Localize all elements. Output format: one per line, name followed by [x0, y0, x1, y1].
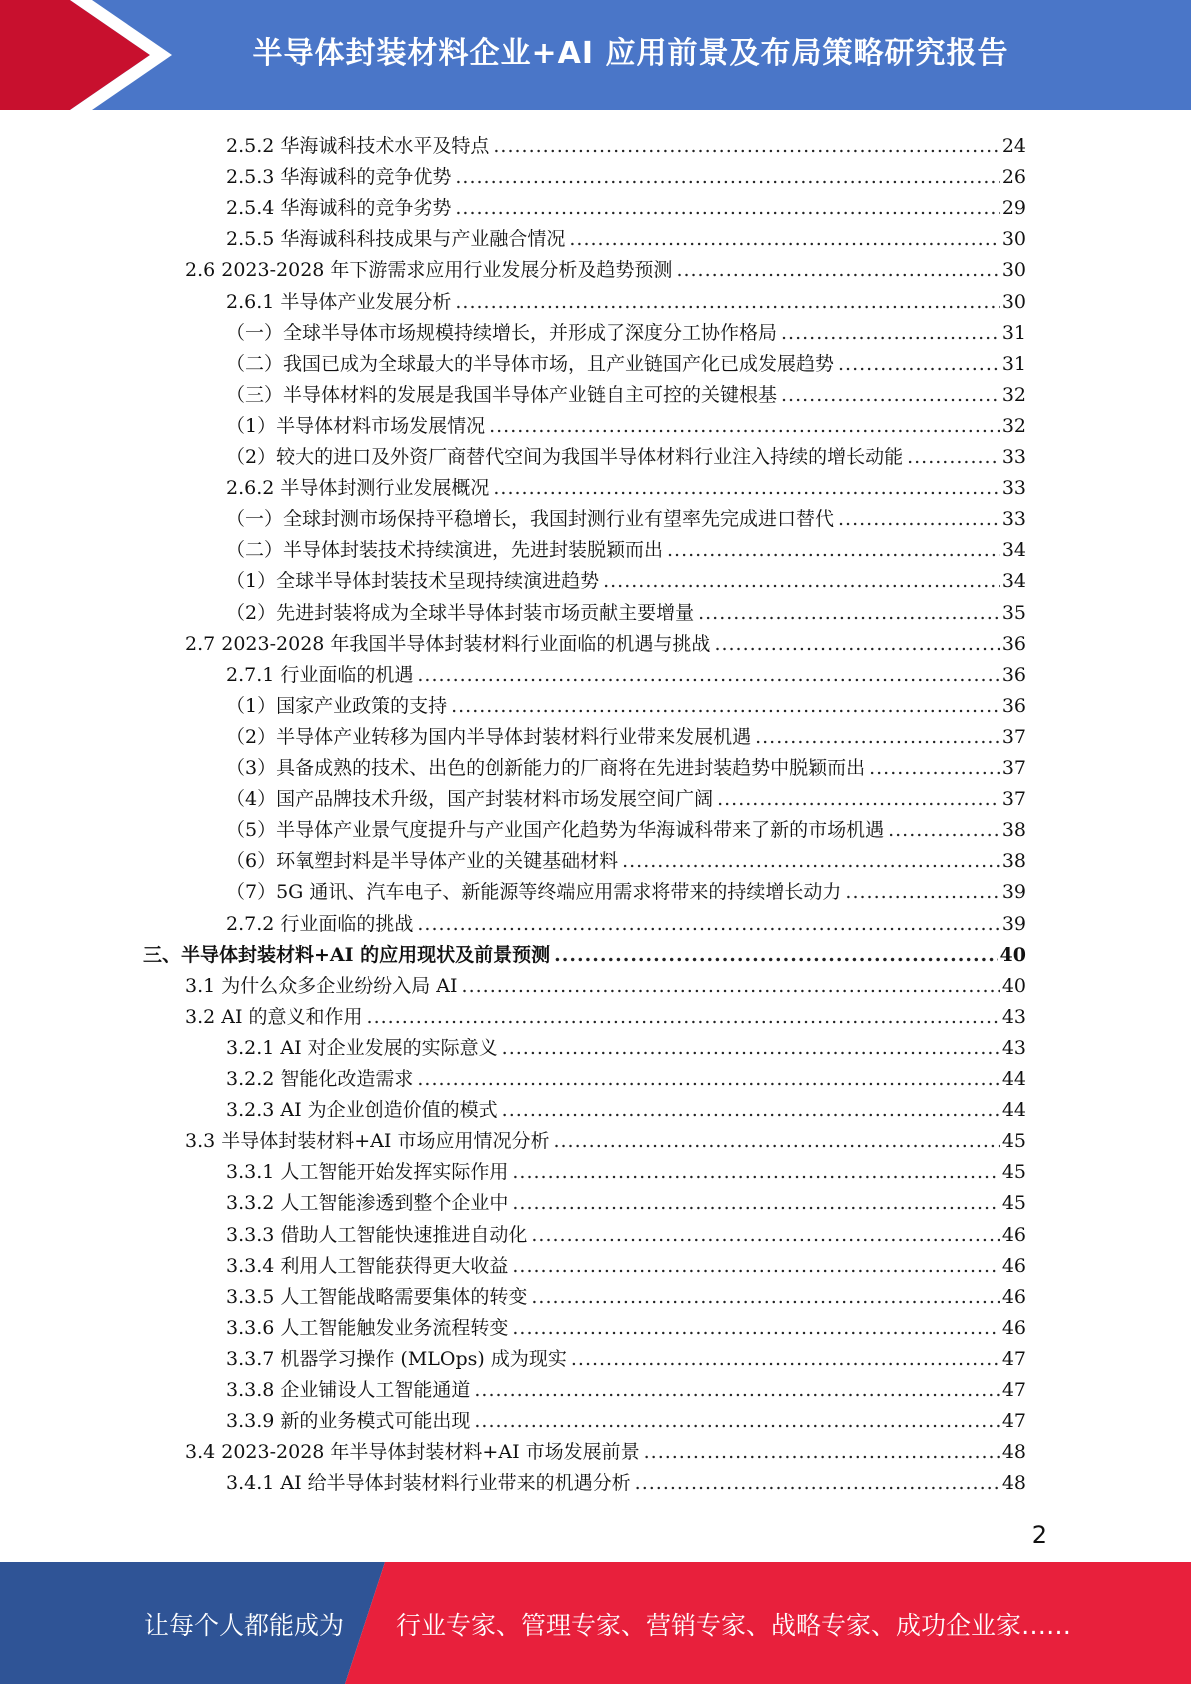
toc-entry-label: （2）较大的进口及外资厂商替代空间为我国半导体材料行业注入持续的增长动能 [226, 446, 904, 468]
toc-entry-label: 2.7 2023-2028 年我国半导体封装材料行业面临的机遇与挑战 [185, 632, 711, 655]
toc-leader-dots [717, 787, 1000, 811]
toc-entry[interactable] [226, 531, 1026, 562]
toc-leader-dots [554, 943, 997, 967]
page-footer [0, 1562, 1191, 1684]
toc-entry-page: 31 [1001, 352, 1026, 375]
toc-leader-dots [907, 445, 1000, 469]
toc-entry-page: 47 [1001, 1379, 1026, 1401]
toc-entry-label: 3.2 AI 的意义和作用 [185, 1005, 363, 1028]
toc-leader-dots [635, 1471, 1000, 1495]
toc-leader-dots [489, 414, 1000, 438]
toc-entry-label: 2.6.2 半导体封测行业发展概况 [226, 477, 490, 500]
toc-entry[interactable] [226, 687, 1026, 718]
toc-entry-page: 46 [1001, 1316, 1026, 1339]
toc-leader-dots [644, 1440, 1000, 1464]
toc-leader-dots [781, 383, 1000, 407]
toc-entry[interactable] [185, 967, 1026, 998]
toc-entry-label: 2.5.2 华海诚科技术水平及特点 [226, 135, 490, 157]
toc-leader-dots [781, 321, 1000, 345]
toc-entry-page: 33 [1001, 508, 1026, 531]
toc-entry[interactable] [185, 1122, 1026, 1153]
toc-entry-page: 40 [999, 943, 1026, 966]
toc-entry-page: 47 [1001, 1410, 1026, 1433]
toc-entry[interactable] [226, 220, 1026, 251]
toc-entry[interactable] [226, 562, 1026, 593]
toc-entry-label: 3.3.7 机器学习操作 (MLOps) 成为现实 [226, 1347, 567, 1370]
toc-entry[interactable] [226, 1340, 1026, 1371]
toc-entry-label: （一）全球封测市场保持平稳增长，我国封测行业有望率先完成进口替代 [226, 508, 835, 531]
toc-entry-page: 48 [1001, 1472, 1026, 1495]
toc-entry[interactable] [226, 811, 1026, 842]
toc-entry-label: 3.3.9 新的业务模式可能出现 [226, 1410, 471, 1433]
toc-entry-label: 3.3.4 利用人工智能获得更大收益 [226, 1254, 509, 1277]
toc-entry-page: 30 [1001, 290, 1026, 313]
toc-entry[interactable] [226, 1278, 1026, 1309]
toc-entry[interactable] [226, 873, 1026, 904]
toc-entry-page: 31 [1001, 321, 1026, 344]
toc-leader-dots [455, 290, 999, 314]
toc-leader-dots [603, 569, 1000, 593]
toc-leader-dots [455, 196, 999, 220]
toc-leader-dots [676, 258, 999, 282]
toc-entry-label: 3.4.1 AI 给半导体封装材料行业带来的机遇分析 [226, 1472, 631, 1495]
toc-entry-page: 48 [1001, 1441, 1026, 1464]
toc-entry-label: 3.3 半导体封装材料+AI 市场应用情况分析 [185, 1130, 550, 1153]
toc-entry-label: （一）全球半导体市场规模持续增长，并形成了深度分工协作格局 [226, 321, 778, 344]
toc-entry-page: 45 [1001, 1161, 1026, 1184]
toc-entry[interactable] [226, 469, 1026, 500]
toc-entry-page: 32 [1001, 414, 1026, 437]
toc-entry[interactable] [226, 376, 1026, 407]
toc-entry-label: 2.5.5 华海诚科科技成果与产业融合情况 [226, 228, 566, 251]
toc-entry-label: （1）半导体材料市场发展情况 [226, 414, 486, 437]
report-title: 半导体封装材料企业+AI 应用前景及布局策略研究报告 [252, 36, 1009, 71]
toc-entry-label: （4）国产品牌技术升级，国产封装材料市场发展空间广阔 [226, 788, 714, 811]
toc-entry-page: 32 [1001, 383, 1026, 406]
toc-entry-page: 29 [1001, 197, 1026, 220]
toc-entry[interactable] [226, 438, 1026, 469]
toc-entry-label: 2.6 2023-2028 年下游需求应用行业发展分析及趋势预测 [185, 259, 673, 282]
toc-entry[interactable] [226, 1184, 1026, 1215]
toc-leader-dots [417, 912, 999, 936]
toc-leader-dots [569, 227, 999, 251]
toc-entry[interactable] [185, 251, 1026, 282]
toc-entry-page: 45 [1001, 1130, 1026, 1153]
toc-entry-page: 33 [1001, 446, 1026, 468]
toc-entry-label: 3.3.5 人工智能战略需要集体的转变 [226, 1285, 528, 1308]
toc-entry[interactable] [226, 407, 1026, 438]
toc-entry[interactable] [226, 1402, 1026, 1433]
toc-entry[interactable] [226, 500, 1026, 531]
toc-leader-dots [502, 1098, 1000, 1122]
toc-entry[interactable] [226, 1464, 1026, 1495]
toc-entry-page: 38 [1001, 819, 1026, 842]
toc-entry-page: 30 [1001, 228, 1026, 251]
toc-entry-label: 3.1 为什么众多企业纷纷入局 AI [185, 974, 458, 997]
toc-entry[interactable] [226, 1153, 1026, 1184]
toc-entry[interactable] [226, 158, 1026, 189]
toc-entry[interactable] [185, 1433, 1026, 1464]
toc-entry-page: 46 [1001, 1285, 1026, 1308]
toc-entry[interactable] [226, 718, 1026, 749]
toc-leader-dots [698, 601, 1000, 625]
toc-entry-label: 3.3.8 企业铺设人工智能通道 [226, 1379, 471, 1401]
toc-entry-page: 46 [1001, 1223, 1026, 1246]
toc-entry[interactable] [185, 625, 1026, 656]
toc-entry[interactable] [226, 594, 1026, 625]
toc-entry-page: 43 [1001, 1005, 1026, 1028]
toc-entry-label: 2.7.1 行业面临的机遇 [226, 663, 414, 686]
toc-entry[interactable] [226, 189, 1026, 220]
toc-entry-page: 39 [1001, 881, 1026, 904]
toc-entry-page: 44 [1001, 1068, 1026, 1090]
toc-leader-dots [888, 818, 1000, 842]
toc-entry-page: 34 [1001, 539, 1026, 562]
toc-leader-dots [755, 725, 1000, 749]
toc-entry-page: 24 [1001, 135, 1026, 157]
toc-entry-label: 三、半导体封装材料+AI 的应用现状及前景预测 [143, 943, 551, 966]
toc-entry-page: 40 [1001, 974, 1026, 997]
page-header [0, 0, 1191, 110]
toc-entry[interactable] [226, 1029, 1026, 1060]
toc-entry[interactable] [226, 345, 1026, 376]
toc-entry-label: 3.2.3 AI 为企业创造价值的模式 [226, 1099, 498, 1122]
toc-entry-label: （3）具备成熟的技术、出色的创新能力的厂商将在先进封装趋势中脱颖而出 [226, 757, 866, 779]
toc-entry-label: （1）国家产业政策的支持 [226, 694, 448, 717]
toc-entry-label: 3.3.6 人工智能触发业务流程转变 [226, 1316, 509, 1339]
toc-entry-label: 2.7.2 行业面临的挑战 [226, 912, 414, 935]
toc-leader-dots [622, 849, 1000, 873]
toc-entry-page: 26 [1001, 166, 1026, 189]
toc-leader-dots [502, 1036, 1000, 1060]
toc-leader-dots [512, 1254, 999, 1278]
toc-entry-label: 3.2.1 AI 对企业发展的实际意义 [226, 1036, 498, 1059]
toc-entry[interactable] [226, 1371, 1026, 1402]
toc-entry-page: 36 [1001, 632, 1026, 655]
toc-leader-dots [714, 632, 999, 656]
toc-entry-page: 44 [1001, 1099, 1026, 1122]
toc-leader-dots [838, 352, 1000, 376]
toc-leader-dots [553, 1129, 999, 1153]
toc-leader-dots [455, 165, 999, 189]
toc-entry[interactable] [226, 314, 1026, 345]
toc-entry[interactable] [226, 127, 1026, 158]
toc-leader-dots [474, 1409, 999, 1433]
toc-entry[interactable] [226, 1309, 1026, 1340]
toc-entry[interactable] [143, 936, 1026, 967]
page-number: 2 [1031, 1521, 1047, 1549]
toc-entry-page: 37 [1001, 788, 1026, 811]
toc-entry-label: （2）半导体产业转移为国内半导体封装材料行业带来发展机遇 [226, 725, 752, 748]
toc-entry-page: 43 [1001, 1036, 1026, 1059]
toc-leader-dots [869, 756, 1000, 780]
toc-leader-dots [417, 663, 999, 687]
toc-leader-dots [845, 880, 999, 904]
toc-entry[interactable] [226, 1060, 1026, 1091]
toc-entry-page: 47 [1001, 1347, 1026, 1370]
toc-entry[interactable] [185, 998, 1026, 1029]
toc-entry[interactable] [226, 656, 1026, 687]
toc-entry-page: 37 [1001, 725, 1026, 748]
toc-entry-label: 3.3.2 人工智能渗透到整个企业中 [226, 1192, 509, 1215]
toc-entry-page: 30 [1001, 259, 1026, 282]
toc-entry-label: 3.2.2 智能化改造需求 [226, 1068, 414, 1090]
toc-leader-dots [667, 538, 1000, 562]
toc-entry-label: （5）半导体产业景气度提升与产业国产化趋势为华海诚科带来了新的市场机遇 [226, 819, 885, 842]
toc-entry-label: （2）先进封装将成为全球半导体封装市场贡献主要增量 [226, 601, 695, 624]
toc-entry-label: 3.4 2023-2028 年半导体封装材料+AI 市场发展前景 [185, 1441, 640, 1464]
toc-entry-label: （7）5G 通讯、汽车电子、新能源等终端应用需求将带来的持续增长动力 [226, 881, 842, 904]
toc-entry[interactable] [226, 283, 1026, 314]
toc-leader-dots [493, 476, 999, 500]
toc-entry-page: 38 [1001, 850, 1026, 873]
toc-entry-page: 36 [1001, 694, 1026, 717]
toc-leader-dots [367, 1005, 1000, 1029]
toc-entry[interactable] [226, 1247, 1026, 1278]
toc-leader-dots [451, 694, 1000, 718]
toc-entry-label: 2.6.1 半导体产业发展分析 [226, 290, 452, 313]
toc-entry-page: 39 [1001, 912, 1026, 935]
footer-slogan-left: 让每个人都能成为 [144, 1611, 345, 1640]
toc-leader-dots [417, 1067, 999, 1091]
toc-entry-label: （三）半导体材料的发展是我国半导体产业链自主可控的关键根基 [226, 383, 778, 406]
toc-entry-label: （1）全球半导体封装技术呈现持续演进趋势 [226, 570, 600, 593]
toc-leader-dots [493, 134, 999, 158]
toc-entry-label: 3.3.1 人工智能开始发挥实际作用 [226, 1161, 509, 1184]
toc-entry-page: 33 [1001, 477, 1026, 500]
toc-entry[interactable] [226, 905, 1026, 936]
toc-entry-page: 45 [1001, 1192, 1026, 1215]
toc-entry-label: （二）半导体封装技术持续演进，先进封装脱颖而出 [226, 539, 664, 562]
toc-entry[interactable] [226, 842, 1026, 873]
toc-entry[interactable] [226, 1216, 1026, 1247]
toc-leader-dots [512, 1191, 999, 1215]
toc-entry[interactable] [226, 780, 1026, 811]
toc-entry-page: 36 [1001, 663, 1026, 686]
toc-leader-dots [512, 1316, 999, 1340]
toc-entry-label: （二）我国已成为全球最大的半导体市场，且产业链国产化已成发展趋势 [226, 352, 835, 375]
toc-entry-label: 3.3.3 借助人工智能快速推进自动化 [226, 1223, 528, 1246]
toc-leader-dots [531, 1223, 999, 1247]
toc-leader-dots [838, 507, 1000, 531]
toc-entry-page: 37 [1001, 757, 1026, 779]
toc-entry[interactable] [226, 1091, 1026, 1122]
toc-entry-page: 46 [1001, 1254, 1026, 1277]
toc-entry-label: 2.5.4 华海诚科的竞争劣势 [226, 197, 452, 220]
toc-leader-dots [571, 1347, 1000, 1371]
toc-entry-label: 2.5.3 华海诚科的竞争优势 [226, 166, 452, 189]
toc-leader-dots [462, 974, 1000, 998]
toc-entry-page: 35 [1001, 601, 1026, 624]
toc-leader-dots [474, 1378, 999, 1402]
toc-leader-dots [512, 1160, 999, 1184]
toc-leader-dots [531, 1285, 999, 1309]
toc-entry-page: 34 [1001, 570, 1026, 593]
toc-entry-label: （6）环氧塑封料是半导体产业的关键基础材料 [226, 850, 619, 873]
toc-entry[interactable] [226, 749, 1026, 780]
footer-slogan-right: 行业专家、管理专家、营销专家、战略专家、成功企业家…… [396, 1611, 1072, 1640]
